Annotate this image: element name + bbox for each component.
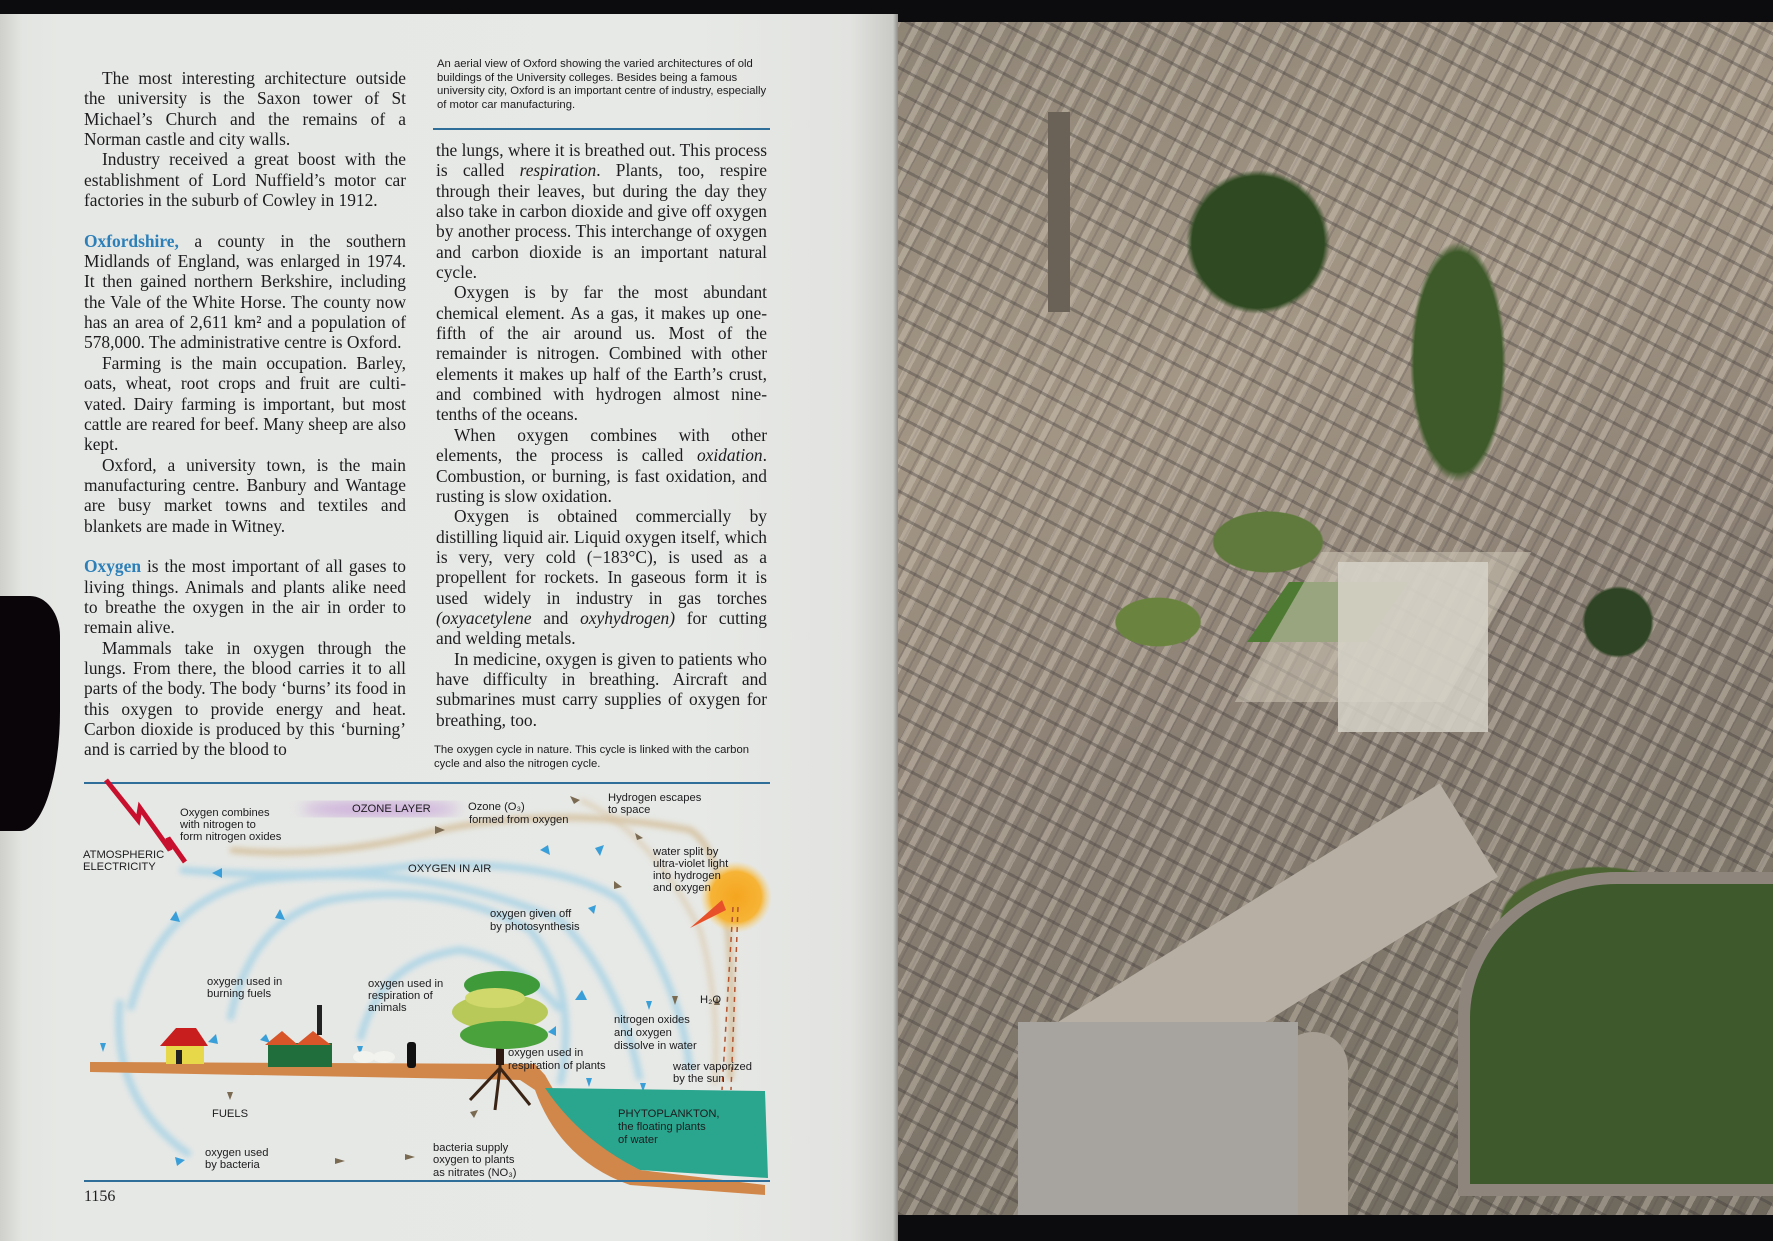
label-phytoplankton: the floating plants [618,1121,706,1133]
label-dissolve: and oxygen [614,1027,672,1039]
label-oxygen-in-air: OXYGEN IN AIR [408,863,492,875]
label-fuels: FUELS [212,1108,249,1120]
label-photosynthesis: oxygen given off [490,908,572,920]
label-dissolve: nitrogen oxides [614,1014,690,1026]
paragraph: Farming is the main occupation. Barley, oats, wheat, root crops and fruit are cultivated. Dairy farming is important, but most cattle are reared for beef. Many sheep are also kept. [84,352,406,455]
paragraph: Oxford, a university town, is the main manufacturing centre. Banbury and Wantage are busy market towns and textiles and blankets are made in Witney. [84,454,406,536]
paragraph: The most interesting architecture outside the university is the Saxon tower of St Michael’s Church and the remains of a Norman castle and city walls. [84,68,406,150]
paragraph: Oxygen is by far the most abundant chemical element. As a gas, it makes up one-fifth of the air around us. Most of the remainder is nitrogen. Combined with other elements it makes up half of the Earth’s crust, and combined with hydrogen almost nine-tenths of the oceans. [436,282,767,425]
label-ozone-layer: OZONE LAYER [352,803,431,815]
sheep-icon [353,1051,395,1063]
paragraph: In medicine, oxygen is given to patients who have difficulty in breathing. Aircraft and submarines must carry supplies of oxygen for breathing, too. [436,648,767,730]
label-water-split: water split by [653,846,719,858]
label-water-split: into hydrogen [653,870,721,882]
label-phytoplankton: PHYTOPLANKTON, [618,1108,720,1120]
label-hydrogen: to space [608,804,651,816]
roof-row [1018,1022,1298,1215]
label-hydrogen: Hydrogen escapes [608,792,702,804]
entry-heading: Oxygen [84,556,142,577]
label-nitrates: bacteria supply [433,1142,509,1154]
label-ozone: formed from oxygen [469,814,569,826]
label-animals: animals [368,1002,407,1014]
label-atmospheric: ATMOSPHERIC [83,849,165,861]
label-burning-fuels: oxygen used in [207,976,283,988]
college-building [1338,562,1488,732]
label-vaporized: water vaporized [673,1061,752,1073]
paragraph: When oxygen combines with other elements, the process is called oxidation. Combustion, or burning, is fast oxidation, and rusting is slow oxidation. [436,424,767,506]
label-photosynthesis: by photosynthesis [490,921,580,933]
label-animals: oxygen used in [368,978,444,990]
label-phytoplankton: of water [618,1134,658,1146]
label-atmospheric: ELECTRICITY [83,861,156,873]
label-nitrates: as nitrates (NO₃) [433,1167,517,1179]
label-vaporized: by the sun [673,1073,725,1085]
label-plants: respiration of plants [508,1060,606,1072]
page-number: 1156 [84,1188,116,1205]
cathedral-spire [1048,112,1070,312]
paragraph: Mammals take in oxygen through the lungs. From there, the blood carries it to all parts of the body. The body ‘burns’ its food in this oxygen to provide energy and heat. Carbon dioxide is produced by this ‘burning’ and is carried by the blood to [84,637,406,760]
label-animals: respiration of [368,990,433,1002]
tree-icon [452,971,548,1110]
photo-caption: An aerial view of Oxford showing the varied architectures of old buildings of the University colleges. Besides being a famous university city, Oxford is an important centre of industry, especially of motor car manufacturing. [437,58,767,111]
entry-text: is the most important of all gases to living things. Animals and plants alike need to breathe the oxygen in the air in order to remain alive. [84,556,406,638]
house-icon [160,1028,208,1064]
diagram-caption: The oxygen cycle in nature. This cycle is linked with the carbon cycle and also the nitrogen cycle. [434,744,750,770]
label-burning-fuels: burning fuels [207,988,272,1000]
person-icon [407,1042,416,1068]
paragraph: Industry received a great boost with the establishment of Lord Nuffield’s motor car factories in the suburb of Cowley in 1912. [84,149,406,211]
label-plants: oxygen used in [508,1047,584,1059]
label-combines: Oxygen combines [180,807,270,819]
entry-heading: Oxfordshire, [84,230,179,251]
tom-quad-lawn [1458,872,1773,1196]
label-combines: with nitrogen to [180,819,256,831]
label-bacteria: oxygen used [205,1147,269,1159]
label-bacteria: by bacteria [205,1159,260,1171]
factory-icon [265,1005,332,1067]
label-nitrates: oxygen to plants [433,1154,515,1166]
label-water-split: and oxygen [653,882,711,894]
label-h2o: H₂O [700,994,722,1006]
aerial-photo-oxford [898,22,1773,1215]
label-combines: form nitrogen oxides [180,831,282,843]
diagram-bottom-divider [84,1180,770,1182]
entry-text: a county in the southern Midlands of England, was enlarged in 1974. It then gained northern Berkshire, including the Vale of the White Horse. The county now has an area of 2,611 km² and a population of 578,000. The administrative centre is Oxford. [84,230,406,353]
paragraph: Oxygen is obtained commercially by distilling liquid air. Liquid oxygen itself, which is very, very cold (−183°C), is used as a propellent for rockets. In gaseous form it is used widely in industry in gas torches (oxyacetylene and oxyhydrogen) for cutting and welding metals. [436,506,767,649]
diagram-labels [83,792,752,1179]
label-ozone: Ozone (O₃) [468,801,525,813]
label-dissolve: dissolve in water [614,1040,697,1052]
paragraph: the lungs, where it is breathed out. This process is called respiration. Plants, too, respire through their leaves, but during the day they also take in carbon dioxide and give off oxygen by another process. This interchange of oxygen and carbon dioxide is an important natural cycle. [436,140,768,283]
label-water-split: ultra-violet light [653,858,729,870]
